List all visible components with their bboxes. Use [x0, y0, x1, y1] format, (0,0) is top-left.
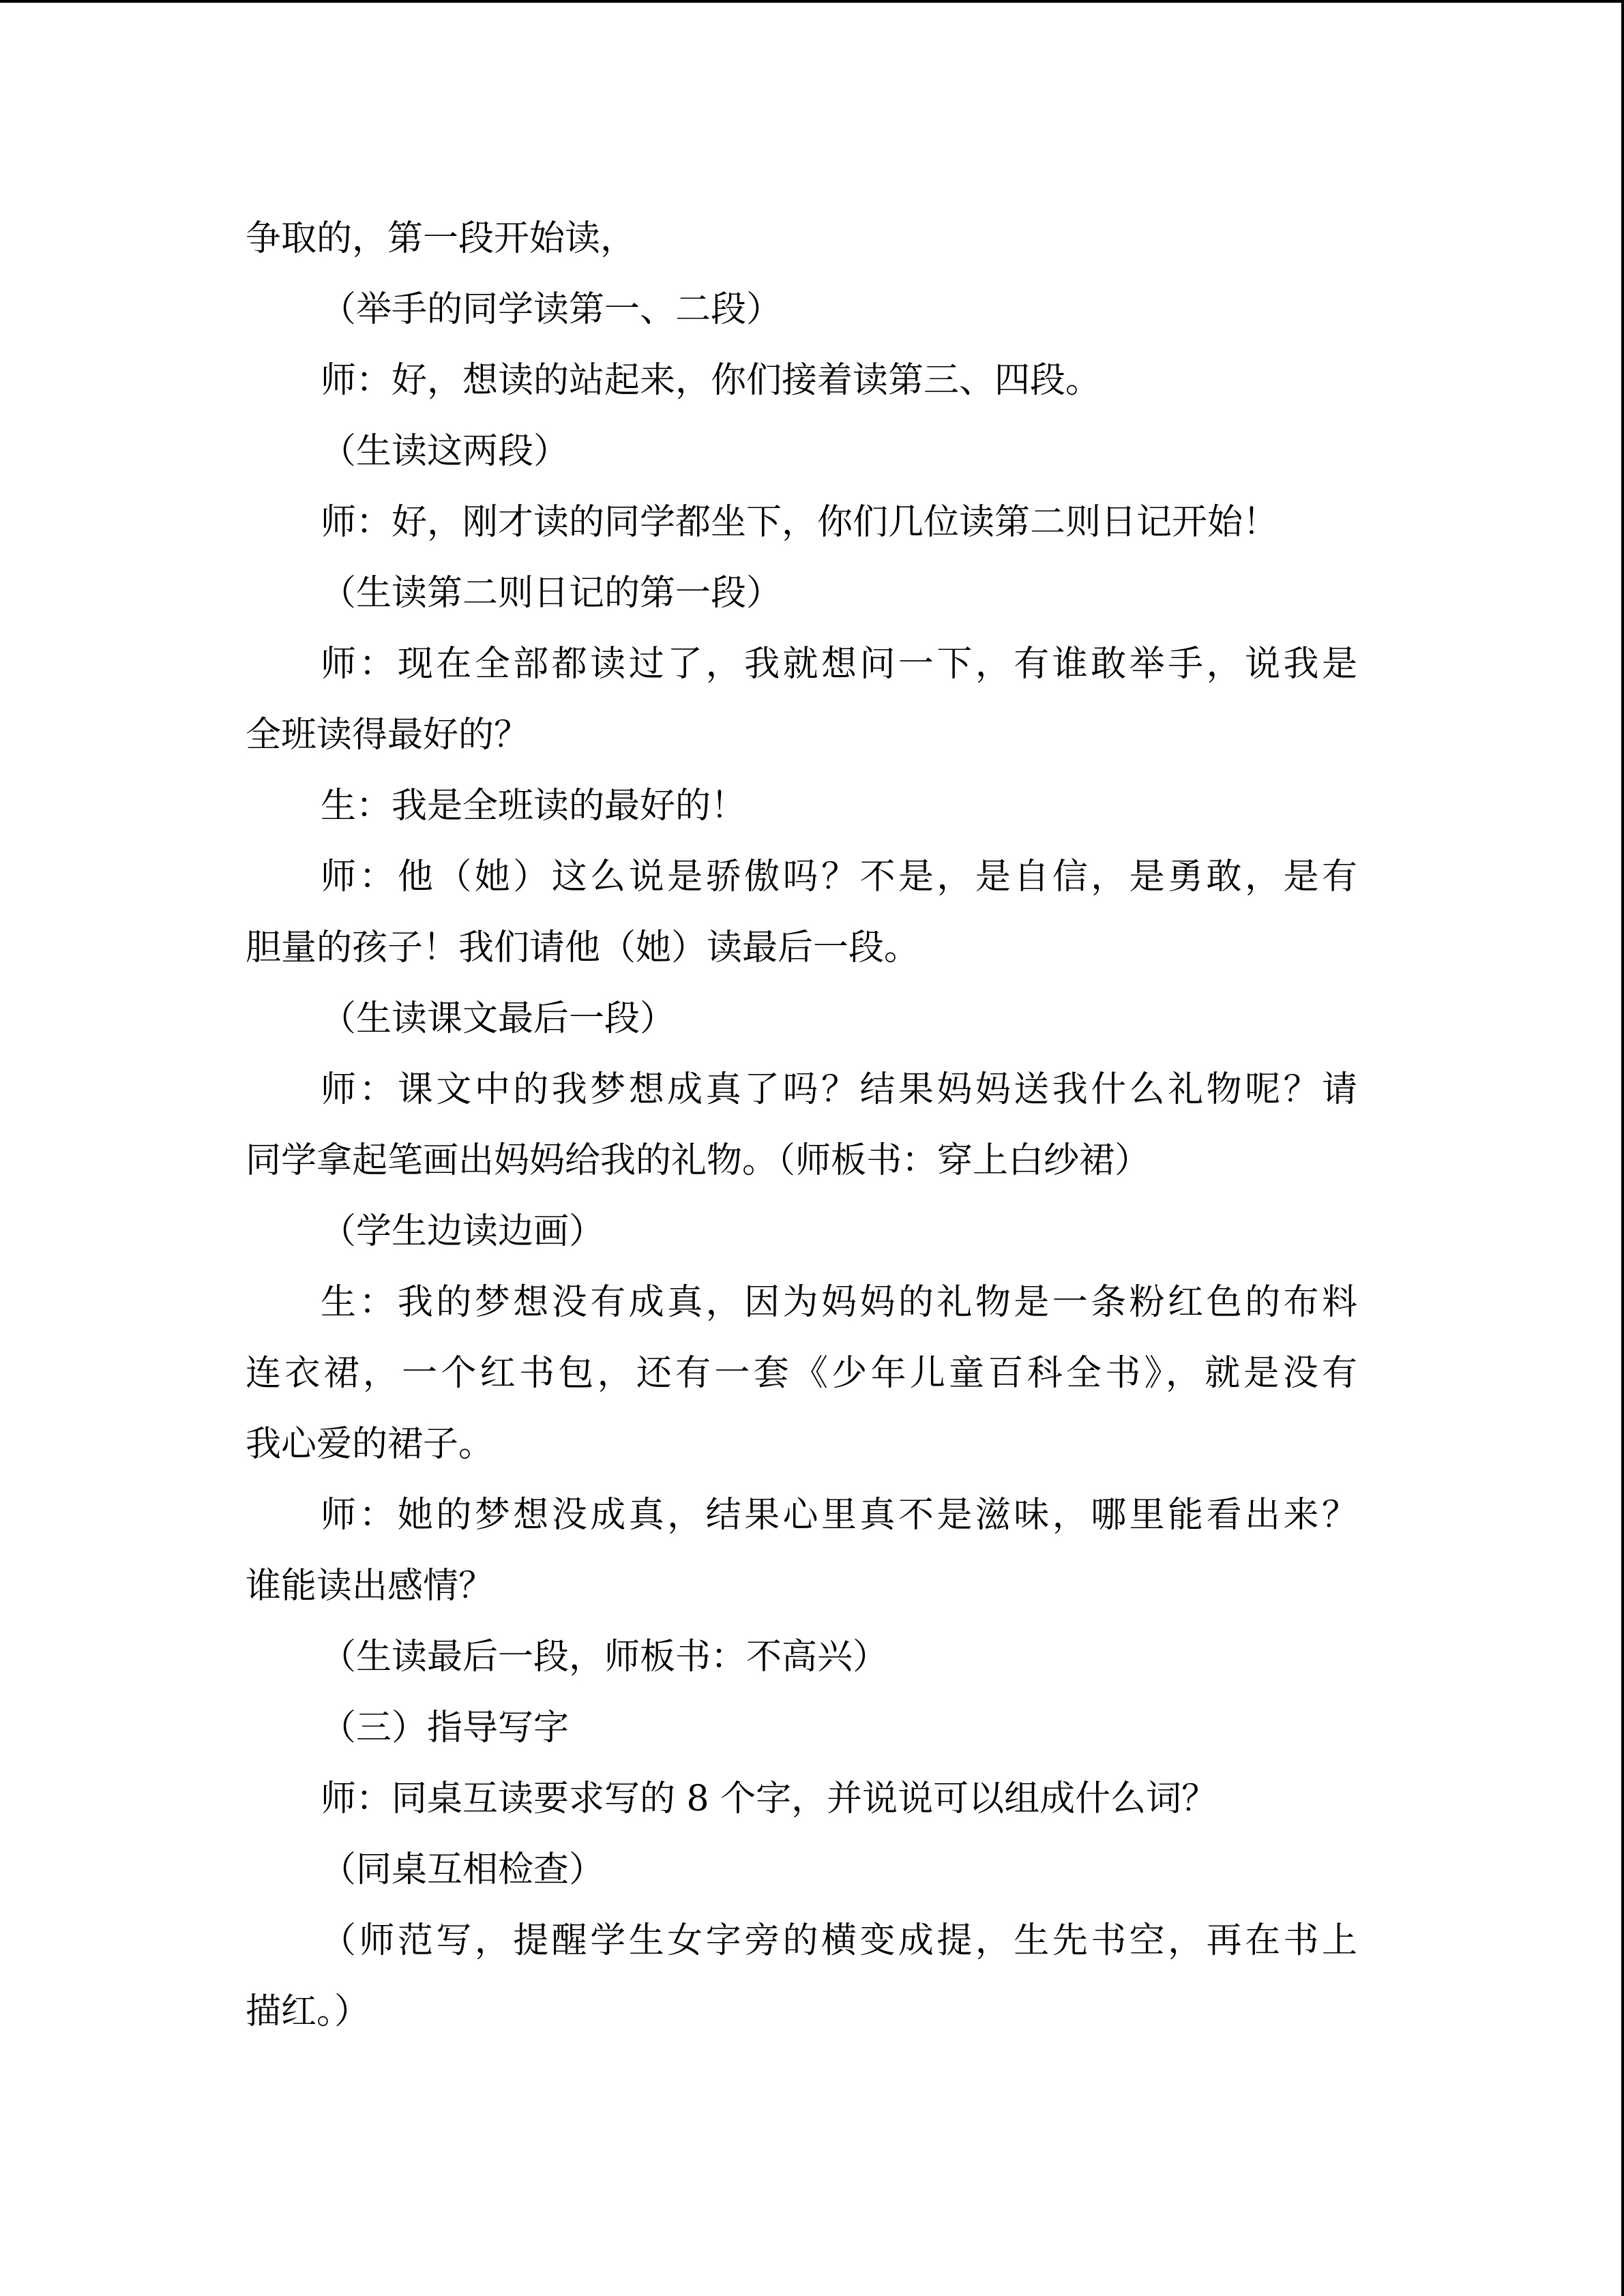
- text-line: （生读第二则日记的第一段）: [321, 573, 782, 614]
- text-line: （同桌互相检查）: [321, 1849, 605, 1890]
- text-line: 谁能读出感情？: [246, 1566, 494, 1607]
- text-line: （学生边读边画）: [321, 1211, 605, 1252]
- text-line: 师：同桌互读要求写的 8 个字，并说说可以组成什么词？: [321, 1778, 1217, 1819]
- text-line: 连衣裙，一个红书包，还有一套《少年儿童百科全书》，就是没有: [246, 1353, 1357, 1394]
- page-right-border: [1621, 0, 1624, 2296]
- text-line: 生：我的梦想没有成真，因为妈妈的礼物是一条粉红色的布料: [321, 1282, 1357, 1323]
- text-line: 师：她的梦想没成真，结果心里真不是滋味，哪里能看出来？: [321, 1495, 1357, 1536]
- text-line: 师：他（她）这么说是骄傲吗？不是，是自信，是勇敢，是有: [321, 856, 1357, 897]
- text-line: 师：课文中的我梦想成真了吗？结果妈妈送我什么礼物呢？请: [321, 1069, 1357, 1110]
- document-body: [246, 203, 1357, 2047]
- text-line: 全班读得最好的？: [246, 715, 530, 756]
- text-line: （师范写，提醒学生女字旁的横变成提，生先书空，再在书上: [321, 1920, 1357, 1961]
- text-line: 生：我是全班读的最好的！: [321, 786, 747, 826]
- text-line: （生读最后一段，师板书：不高兴）: [321, 1637, 889, 1678]
- page-top-border: [0, 0, 1624, 3]
- text-line: 师：现在全部都读过了，我就想问一下，有谁敢举手，说我是: [321, 644, 1357, 685]
- text-line: （举手的同学读第一、二段）: [321, 289, 782, 330]
- text-line: （生读课文最后一段）: [321, 998, 676, 1039]
- text-line: 我心爱的裙子。: [246, 1424, 494, 1465]
- text-line: 描红。）: [246, 1991, 370, 2032]
- text-line: 胆量的孩子！我们请他（她）读最后一段。: [246, 927, 920, 968]
- text-line: 师：好，想读的站起来，你们接着读第三、四段。: [321, 360, 1102, 401]
- text-line: 师：好，刚才读的同学都坐下，你们几位读第二则日记开始！: [321, 502, 1279, 543]
- text-line: 同学拿起笔画出妈妈给我的礼物。（师板书：穿上白纱裙）: [246, 1140, 1151, 1181]
- text-line: （生读这两段）: [321, 431, 570, 472]
- text-line: （三）指导写字: [321, 1708, 570, 1748]
- text-line: 争取的，第一段开始读，: [246, 218, 636, 259]
